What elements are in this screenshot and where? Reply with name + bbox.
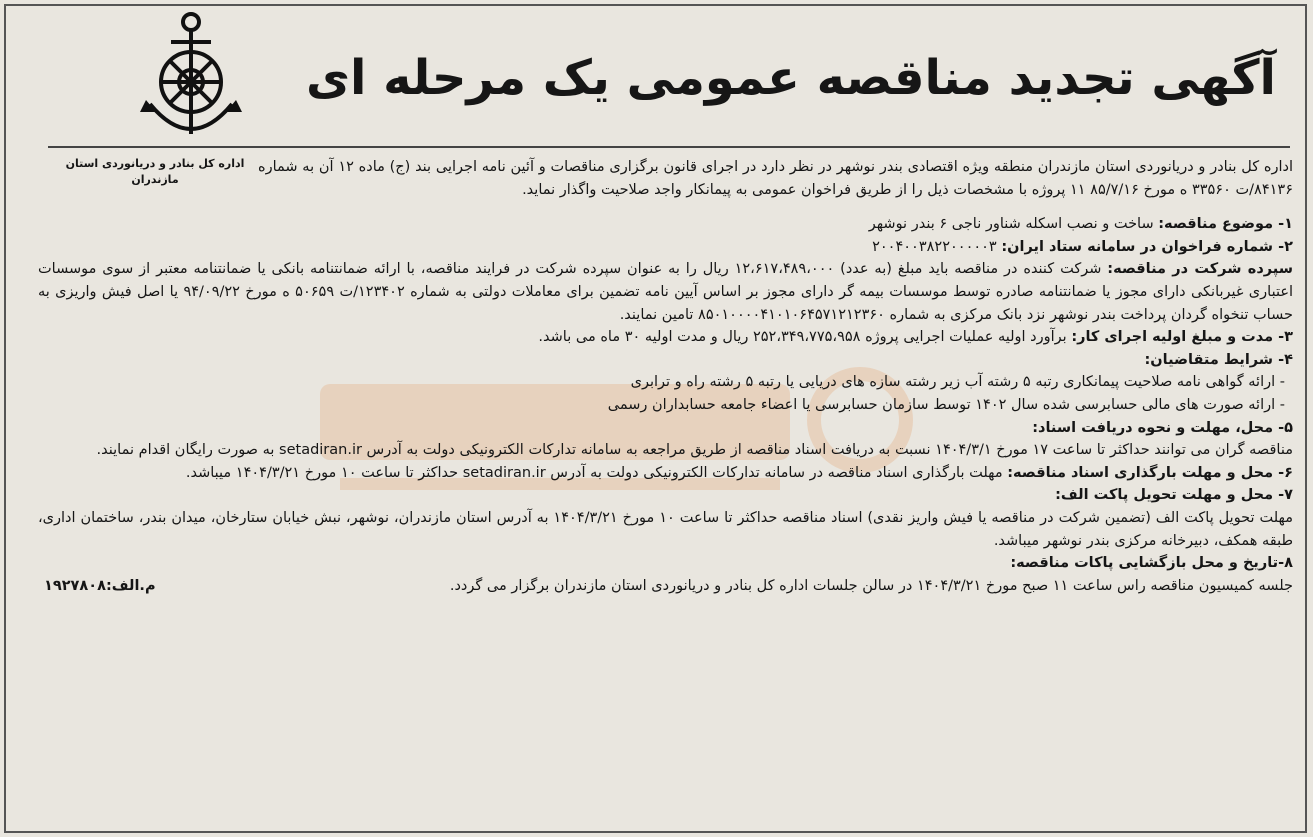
item-conditions: ۴- شرایط متقاضیان:: [1144, 351, 1293, 368]
ad-title: آگهی تجدید مناقصه عمومی یک مرحله ای: [306, 50, 1276, 106]
documents-text: مناقصه گران می توانند حداکثر تا ساعت ۱۷ مورخ ۱۴۰۴/۳/۱ نسبت به دریافت اسناد مناقصه از طریق مراجعه به سامانه تدارکات الکترونیکی دولت به آدرس setadiran.ir به صورت رایگان اقدام نمایند.: [96, 442, 1293, 459]
item-upload: ۶- محل و مهلت بارگذاری اسناد مناقصه: مهلت بارگذاری اسناد مناقصه در سامانه تدارکات الکترونیکی دولت به آدرس setadiran.ir حداکثر تا ساعت ۱۰ مورخ ۱۴۰۴/۳/۲۱ میباشد.: [185, 464, 1293, 481]
envelope-text: مهلت تحویل پاکت الف (تضمین شرکت در مناقصه یا فیش واریز نقدی) اسناد مناقصه حداکثر تا ساعت ۱۰ مورخ ۱۴۰۴/۳/۲۱ به آدرس استان مازندران، نوشهر، نبش خیابان ستارخان، میدان بندر، ساختمان اداری، طبقه همکف، دبیرخانه مرکزی بندر نوشهر میباشد.: [38, 509, 1293, 549]
item-deposit: سپرده شرکت در مناقصه: شرکت کننده در مناقصه باید مبلغ (به عدد) ۱۲،۶۱۷،۴۸۹،۰۰۰ ریال را به عنوان سپرده شرکت در فرایند مناقصه، با ارائه ضمانتنامه بانکی یا ضمانتنامه معتبر از سوی موسسات اعتباری غیربانکی دارای مجوز یا ضمانتنامه صادره توسط موسسات بیمه گر دارای مجوز بر اساس آیین نامه تضمین برای معاملات دولتی به شماره ۱۲۳۴۰۲/ت ۵۰۶۵۹ ه مورخ ۹۴/۰۹/۲۲ یا اصل فیش واریزی به حساب تنخواه گردان پرداخت بندر نوشهر نزد بانک مرکزی به شماره ۸۵۰۱۰۰۰۰۴۱۰۱۰۶۴۵۷۱۲۱۲۳۶۰ تامین نمایند.: [38, 261, 1294, 323]
item-duration-cost: ۳- مدت و مبلغ اولیه اجرای کار: برآورد اولیه عملیات اجرایی پروژه ۲۵۲،۳۴۹،۷۷۵،۹۵۸ ریال و مدت اولیه ۳۰ ماه می باشد.: [538, 329, 1293, 346]
ad-header: [48, 0, 1290, 148]
item-call-number: ۲- شماره فراخوان در سامانه ستاد ایران: ۲۰۰۴۰۰۳۸۲۲۰۰۰۰۰۳: [872, 238, 1293, 255]
item-envelope: ۷- محل و مهلت تحویل پاکت الف:: [1055, 487, 1293, 504]
item-subject: ۱- موضوع مناقصه: ساخت و نصب اسکله شناور ناجی ۶ بندر نوشهر: [868, 216, 1293, 233]
ad-code: م.الف:۱۹۲۷۸۰۸: [44, 577, 156, 594]
title-box: [296, 22, 1286, 134]
item-documents: ۵- محل، مهلت و نحوه دریافت اسناد:: [1032, 419, 1293, 436]
condition-2: - ارائه صورت های مالی حسابرسی شده سال ۱۴۰۲ توسط سازمان حسابرسی یا اعضاء جامعه حسابداران رسمی: [607, 396, 1285, 413]
org-caption: اداره کل بنادر و دریانوردی استان مازندران: [65, 157, 245, 186]
condition-1: - ارائه گواهی نامه صلاحیت پیمانکاری رتبه ۵ رشته آب زیر رشته سازه های دریایی یا رتبه ۵ رشته راه و ترابری: [630, 374, 1285, 391]
ad-body: [38, 156, 1293, 832]
opening-text: جلسه کمیسیون مناقصه راس ساعت ۱۱ صبح مورخ ۱۴۰۴/۳/۲۱ در سالن جلسات اداره کل بنادر و دریانوردی استان مازندران برگزار می گردد. م.الف:۱۹۲۷۸۰۸: [38, 575, 1293, 598]
item-opening: ۸-تاریخ و محل بازگشایی پاکات مناقصه:: [1010, 555, 1293, 572]
anchor-logo-icon: [136, 4, 246, 154]
intro-paragraph: اداره کل بنادر و دریانوردی استان مازندران منطقه ویژه اقتصادی بندر نوشهر در نظر دارد در اجرای قانون برگزاری مناقصات و آئین نامه اجرایی بند (ج) ماده ۱۲ آن به شماره ۸۴۱۳۶/ت ۳۳۵۶۰ ه مورخ ۸۵/۷/۱۶ ۱۱ پروژه با مشخصات ذیل را از طریق فراخوان عمومی به پیمانکار واجد صلاحیت واگذار نماید.: [258, 159, 1293, 198]
